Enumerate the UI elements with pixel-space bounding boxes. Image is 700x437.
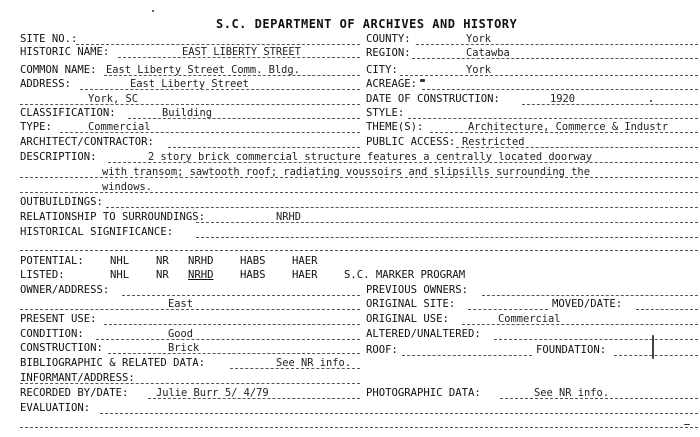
description-rule2 [20, 177, 698, 178]
city-line [400, 75, 698, 76]
potential-nr: NR [156, 255, 169, 267]
construction-label: CONSTRUCTION: [20, 342, 103, 354]
scan-speck [684, 424, 690, 425]
listed-haer: HAER [292, 269, 318, 281]
date-of-construction-label: DATE OF CONSTRUCTION: [366, 93, 500, 105]
recorded-by-value: Julie Burr 5/ 4/79 [156, 387, 269, 399]
moved-date-line [636, 309, 698, 310]
photographic-data-value: See NR info. [534, 387, 610, 399]
bibliographic-line [230, 368, 360, 369]
county-line [416, 44, 698, 45]
owner-address-value: East [168, 298, 194, 310]
description-line3: windows. [102, 181, 153, 193]
recorded-by-line [148, 398, 360, 399]
original-use-value: Commercial [498, 313, 561, 325]
owner-address-line1 [122, 295, 360, 296]
site-no-label: SITE NO.: [20, 33, 78, 45]
city-value: York [466, 64, 492, 76]
historic-name-line [118, 57, 360, 58]
condition-label: CONDITION: [20, 328, 84, 340]
date-of-construction-line [522, 104, 698, 105]
altered-label: ALTERED/UNALTERED: [366, 328, 481, 340]
style-label: STYLE: [366, 107, 405, 119]
common-name-label: COMMON NAME: [20, 64, 97, 76]
informant-label: INFORMANT/ADDRESS: [20, 372, 135, 384]
listed-habs: HABS [240, 269, 266, 281]
classification-line [128, 118, 360, 119]
address-line2 [20, 104, 360, 105]
address-label: ADDRESS: [20, 78, 72, 90]
blank-line [20, 250, 698, 251]
description-line1: 2 story brick commercial structure features a centrally located doorway [148, 151, 593, 163]
recorded-by-label: RECORDED BY/DATE: [20, 387, 129, 399]
architect-line [168, 147, 360, 148]
county-value: York [466, 33, 492, 45]
potential-habs: HABS [240, 255, 266, 267]
scan-speck [650, 100, 652, 102]
themes-line [430, 132, 698, 133]
photographic-data-line [500, 398, 698, 399]
informant-line [20, 383, 360, 384]
type-line [60, 132, 360, 133]
present-use-label: PRESENT USE: [20, 313, 97, 325]
county-label: COUNTY: [366, 33, 411, 45]
description-line2: with transom; sawtooth roof; radiating voussoirs and slipsills surrounding the [102, 166, 590, 178]
date-of-construction-value: 1920 [550, 93, 576, 105]
photographic-data-label: PHOTOGRAPHIC DATA: [366, 387, 481, 399]
site-no-line [76, 44, 360, 45]
scan-speck [152, 10, 154, 12]
relationship-label: RELATIONSHIP TO SURROUNDINGS: [20, 211, 205, 223]
listed-nrhd: NRHD [188, 269, 214, 281]
moved-date-label: MOVED/DATE: [552, 298, 623, 310]
region-value: Catawba [466, 47, 510, 59]
public-access-value: Restricted [462, 136, 525, 148]
type-label: TYPE: [20, 121, 52, 133]
outbuildings-line [106, 207, 698, 208]
address-line1 [80, 89, 360, 90]
marker-program: S.C. MARKER PROGRAM [344, 269, 466, 281]
public-access-label: PUBLIC ACCESS: [366, 136, 456, 148]
foundation-label: FOUNDATION: [536, 344, 607, 356]
potential-nrhd: NRHD [188, 255, 214, 267]
acreage-line [422, 89, 698, 90]
bibliographic-value: See NR info. [276, 357, 352, 369]
construction-value: Brick [168, 342, 200, 354]
potential-label: POTENTIAL: [20, 255, 84, 267]
address-value-line1: East Liberty Street [130, 78, 249, 90]
city-label: CITY: [366, 64, 398, 76]
foundation-line [614, 355, 698, 356]
themes-label: THEME(S): [366, 121, 424, 133]
scan-mark [652, 335, 654, 359]
outbuildings-label: OUTBUILDINGS: [20, 196, 103, 208]
roof-label: ROOF: [366, 344, 398, 356]
themes-value: Architecture, Commerce & Industr [468, 121, 669, 133]
public-access-line [456, 147, 698, 148]
construction-line [108, 353, 360, 354]
relationship-value: NRHD [276, 211, 302, 223]
region-label: REGION: [366, 47, 411, 59]
scan-speck [420, 79, 425, 82]
original-site-label: ORIGINAL SITE: [366, 298, 456, 310]
address-value-line2: York, SC [88, 93, 139, 105]
condition-line [96, 339, 360, 340]
previous-owners-line [482, 295, 698, 296]
form-title: S.C. DEPARTMENT OF ARCHIVES AND HISTORY [216, 17, 518, 31]
historical-significance-label: HISTORICAL SIGNIFICANCE: [20, 226, 174, 238]
style-line [408, 118, 698, 119]
potential-nhl: NHL [110, 255, 130, 267]
original-use-line [462, 324, 698, 325]
description-rule3 [20, 192, 698, 193]
bibliographic-label: BIBLIOGRAPHIC & RELATED DATA: [20, 357, 205, 369]
potential-haer: HAER [292, 255, 318, 267]
evaluation-line1 [100, 413, 698, 414]
evaluation-line2 [20, 427, 698, 428]
roof-line [402, 355, 532, 356]
historical-significance-line [196, 237, 698, 238]
original-use-label: ORIGINAL USE: [366, 313, 449, 325]
original-site-line [468, 309, 548, 310]
altered-line [494, 339, 698, 340]
region-line [412, 58, 698, 59]
description-rule1 [108, 162, 698, 163]
type-value: Commercial [88, 121, 151, 133]
listed-label: LISTED: [20, 269, 65, 281]
acreage-label: ACREAGE: [366, 78, 418, 90]
historic-name-label: HISTORIC NAME: [20, 46, 110, 58]
historic-name-value: EAST LIBERTY STREET [182, 46, 301, 58]
present-use-line [104, 324, 360, 325]
classification-value: Building [162, 107, 213, 119]
architect-label: ARCHITECT/CONTRACTOR: [20, 136, 154, 148]
description-label: DESCRIPTION: [20, 151, 97, 163]
common-name-line [104, 75, 360, 76]
owner-address-label: OWNER/ADDRESS: [20, 284, 110, 296]
condition-value: Good [168, 328, 194, 340]
common-name-value: East Liberty Street Comm. Bldg. [106, 64, 300, 76]
listed-nhl: NHL [110, 269, 130, 281]
previous-owners-label: PREVIOUS OWNERS: [366, 284, 469, 296]
owner-address-line2 [20, 309, 360, 310]
classification-label: CLASSIFICATION: [20, 107, 116, 119]
relationship-line [196, 222, 698, 223]
evaluation-label: EVALUATION: [20, 402, 91, 414]
listed-nr: NR [156, 269, 169, 281]
